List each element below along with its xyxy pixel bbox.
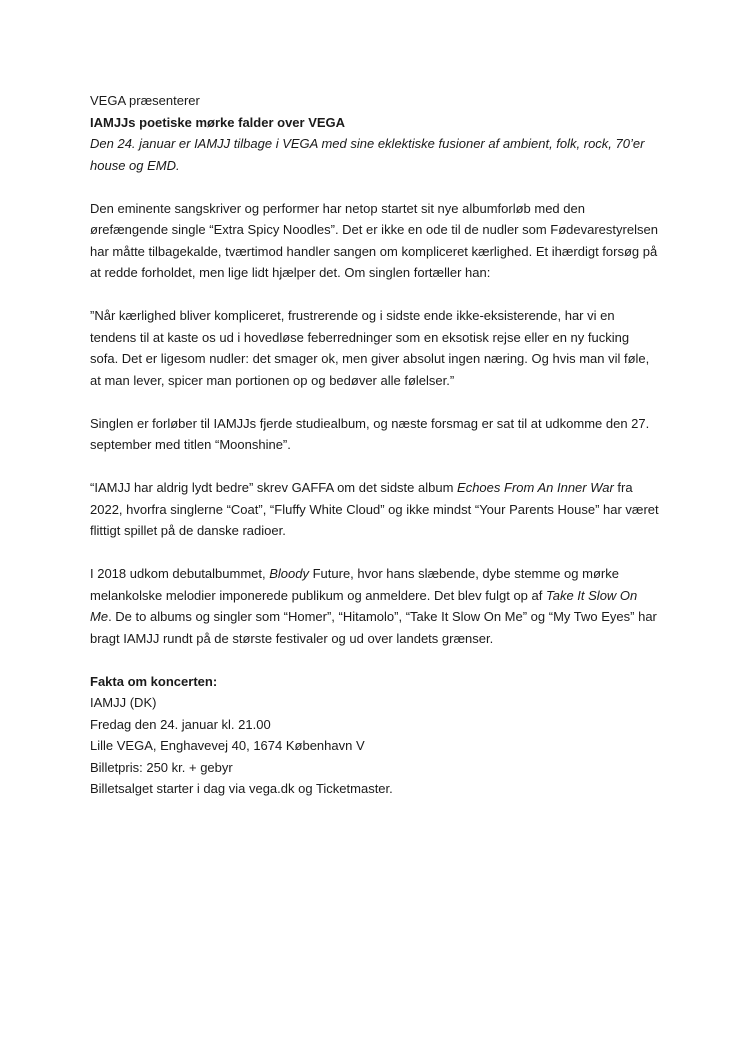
paragraph-album-news: Singlen er forløber til IAMJJs fjerde studiealbum, og næste forsmag er sat til at udkomme den 27. september med titlen “Moonshine”. (90, 415, 650, 452)
facts-date: Fredag den 24. januar kl. 21.00 (90, 716, 271, 732)
facts-artist: IAMJJ (DK) (90, 695, 157, 710)
header-block (90, 90, 660, 176)
p4-text-b: fra 2022, hvorfra singlerne “Coat”, “Fluffy White Cloud” og ikke mindst “Your Parents House” har været flittigt spillet på de danske radioer. (90, 480, 659, 538)
album-title-echoes: Echoes From An Inner War (457, 480, 614, 495)
headline: IAMJJs poetiske mørke falder over VEGA (90, 114, 346, 130)
paragraph-previous-album (90, 477, 660, 542)
paragraph-single-intro: Den eminente sangskriver og performer har netop startet sit nye albumforløb med den ørefængende single “Extra Spicy Noodles”. Det er ikke en ode til de nudler som Fødevarestyrelsen har måtte tilbagekalde, tværtimod handler sangen om kompliceret kærlighed. Et ihærdigt forsøg på at redde forholdet, men lige lidt hjælper det. Om singlen fortæller han: (90, 200, 658, 280)
lede: Den 24. januar er IAMJJ tilbage i VEGA med sine eklektiske fusioner af ambient, folk, rock, 70’er house og EMD. (90, 136, 645, 173)
paragraph-quote: ”Når kærlighed bliver kompliceret, frustrerende og i sidste ende ikke-eksisterende, har vi en tendens til at kaste os ud i hovedløse feberredninger som en eksotisk rejse eller en ny fucking sofa. Det er ligesom nudler: det smager ok, men giver absolut ingen næring. Og hvis man vil føle, at man lever, spicer man portionen op og bedøver alle følelser.” (90, 308, 650, 388)
p5-text-b: Future, hvor hans slæbende, dybe stemme og mørke melankolske melodier imponerede publikum og anmeldere. Det blev fulgt op af (90, 566, 619, 603)
paragraph-debut (90, 563, 660, 649)
p5-text-c: . De to albums og singler som “Homer”, “Hitamolo”, “Take It Slow On Me” og “My Two Eyes” har bragt IAMJJ rundt på de største festivaler og ud over landets grænser. (90, 609, 657, 646)
facts-price: Billetpris: 250 kr. + gebyr (90, 759, 233, 775)
press-release-page (90, 90, 660, 800)
facts-ticket-sale: Billetsalget starter i dag via vega.dk og Ticketmaster. (90, 781, 393, 796)
facts-heading: Fakta om koncerten: (90, 673, 218, 689)
presenter-line: VEGA præsenterer (90, 93, 200, 108)
p5-text-a: I 2018 udkom debutalbummet, (90, 566, 270, 581)
facts-block (90, 671, 660, 800)
facts-venue: Lille VEGA, Enghavevej 40, 1674 København V (90, 738, 365, 753)
album-title-bloody: Bloody (269, 566, 309, 581)
album-title-take-it-slow: Take It Slow On Me (90, 587, 638, 624)
p4-text-a: “IAMJJ har aldrig lydt bedre” skrev GAFFA om det sidste album (90, 480, 458, 495)
